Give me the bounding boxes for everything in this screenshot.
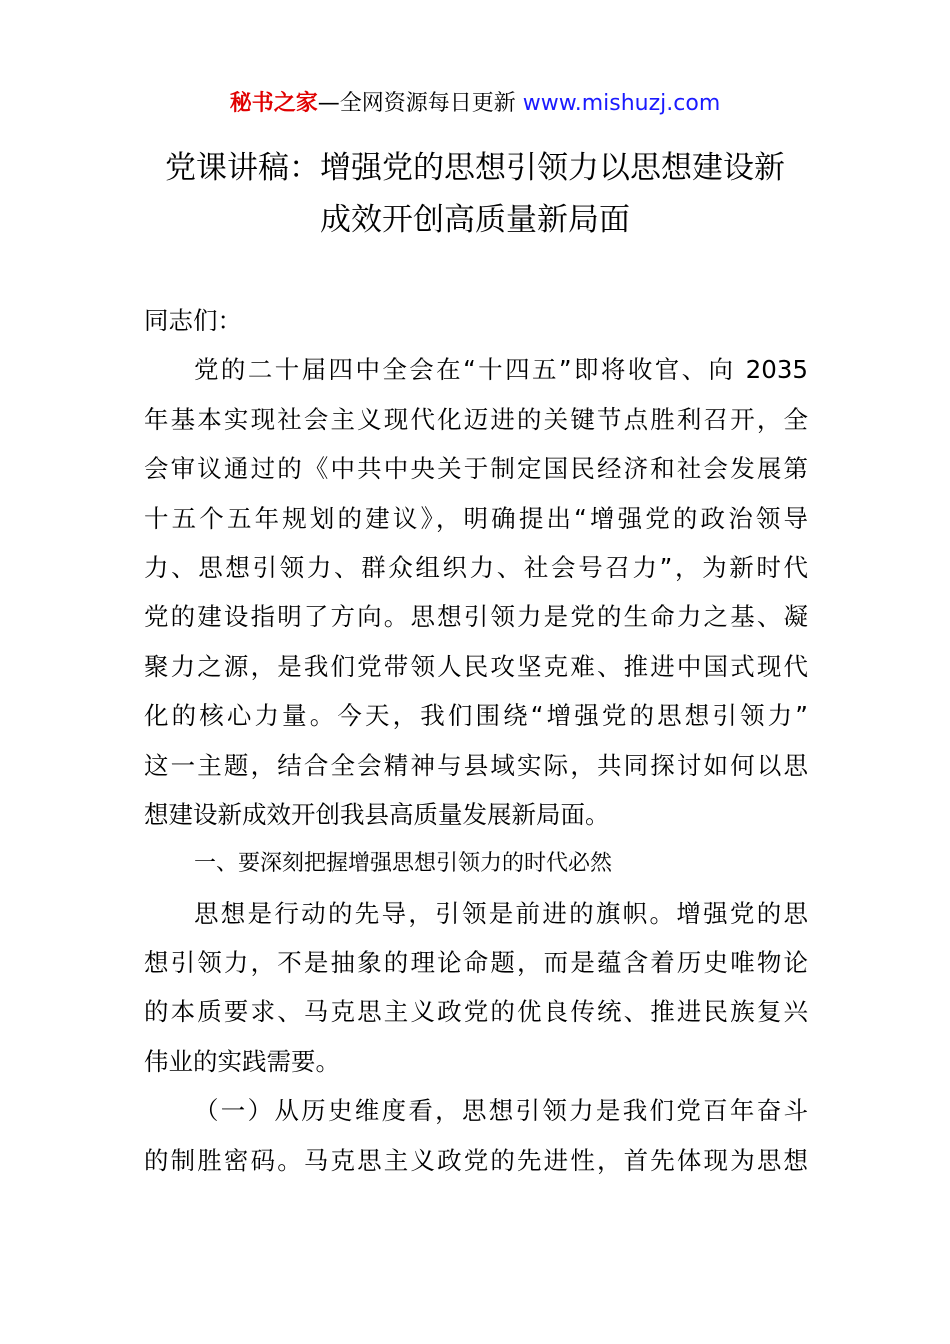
section-heading: 一、要深刻把握增强思想引领力的时代必然 bbox=[194, 851, 613, 877]
paragraph-line: 这一主题，结合全会精神与县域实际，共同探讨如何以思 bbox=[144, 750, 808, 780]
paragraph-line: 十五个五年规划的建议》，明确提出“增强党的政治领导 bbox=[144, 503, 808, 533]
site-header bbox=[0, 88, 950, 120]
paragraph-line: 年基本实现社会主义现代化迈进的关键节点胜利召开，全 bbox=[144, 404, 808, 434]
paragraph-line: 想建设新成效开创我县高质量发展新局面。 bbox=[144, 799, 610, 829]
paragraph-line: 的制胜密码。马克思主义政党的先进性，首先体现为思想 bbox=[144, 1145, 808, 1175]
salutation: 同志们： bbox=[144, 306, 242, 335]
title-line-2: 成效开创高质量新局面 bbox=[320, 202, 630, 238]
paragraph-line: （一）从历史维度看，思想引领力是我们党百年奋斗 bbox=[194, 1096, 808, 1126]
paragraph-line: 会审议通过的《中共中央关于制定国民经济和社会发展第 bbox=[144, 454, 808, 484]
paragraph-line: 聚力之源，是我们党带领人民攻坚克难、推进中国式现代 bbox=[144, 651, 808, 681]
title-line-1: 党课讲稿：增强党的思想引领力以思想建设新 bbox=[165, 150, 785, 186]
paragraph-line: 想引领力，不是抽象的理论命题，而是蕴含着历史唯物论 bbox=[144, 948, 808, 978]
paragraph-line: 党的二十届四中全会在“十四五”即将收官、向 2035 bbox=[194, 355, 808, 385]
paragraph-line: 伟业的实践需要。 bbox=[144, 1046, 340, 1076]
site-url-link[interactable]: www.mishuzj.com bbox=[522, 91, 721, 116]
paragraph-line: 党的建设指明了方向。思想引领力是党的生命力之基、凝 bbox=[144, 602, 808, 632]
paragraph-line: 力、思想引领力、群众组织力、社会号召力”，为新时代 bbox=[144, 552, 808, 582]
paragraph-line: 思想是行动的先导，引领是前进的旗帜。增强党的思 bbox=[194, 898, 808, 928]
document-body bbox=[144, 296, 808, 1185]
paragraph-line: 的本质要求、马克思主义政党的优良传统、推进民族复兴 bbox=[144, 997, 808, 1027]
brand-name: 秘书之家 bbox=[229, 91, 318, 116]
header-tagline: —全网资源每日更新 bbox=[317, 91, 516, 116]
document-title bbox=[140, 142, 810, 246]
paragraph-line: 化的核心力量。今天，我们围绕“增强党的思想引领力” bbox=[144, 701, 808, 731]
